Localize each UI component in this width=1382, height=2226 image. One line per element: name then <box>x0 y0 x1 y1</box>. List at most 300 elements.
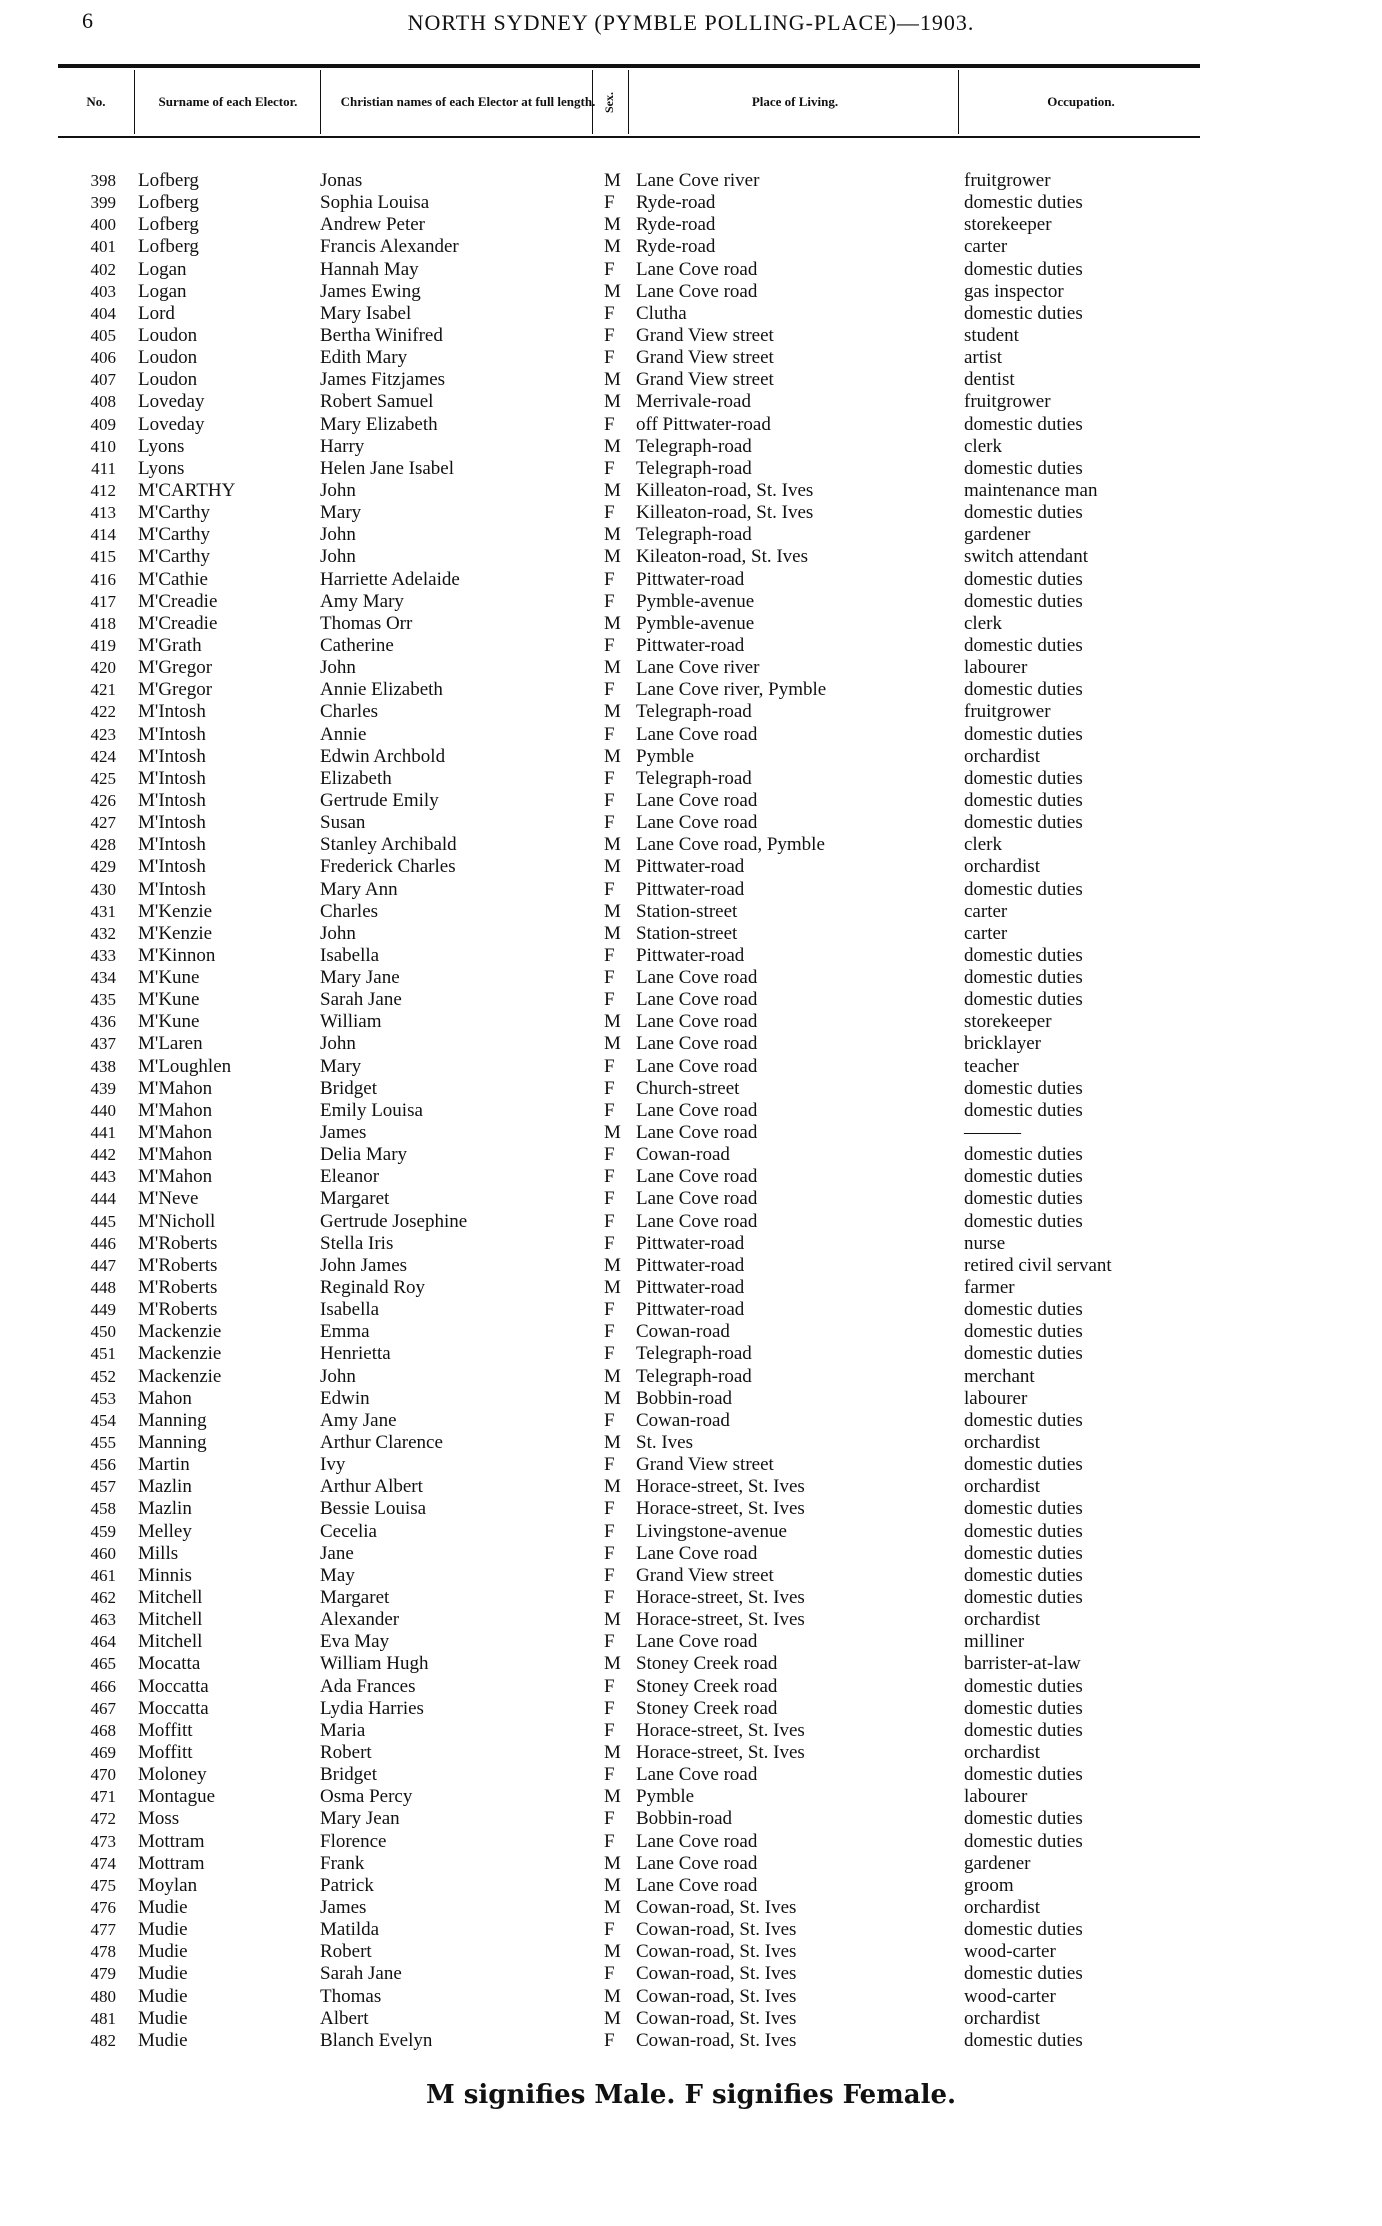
elector-number: 471 <box>90 1787 116 1807</box>
elector-sex: F <box>604 1299 615 1321</box>
elector-occupation: switch attendant <box>964 546 1088 568</box>
elector-place-of-living: Livingstone-avenue <box>636 1520 787 1542</box>
table-row <box>0 502 1382 524</box>
table-row <box>0 1366 1382 1388</box>
table-header-rule <box>58 136 1200 138</box>
elector-number: 439 <box>90 1078 116 1098</box>
elector-surname: Moccatta <box>138 1675 209 1697</box>
elector-occupation: domestic duties <box>964 1542 1083 1564</box>
elector-occupation: storekeeper <box>964 1011 1052 1033</box>
elector-sex: M <box>604 479 621 501</box>
elector-surname: Loveday <box>138 391 205 413</box>
elector-christian-names: Sophia Louisa <box>320 192 430 214</box>
elector-occupation: domestic duties <box>964 1166 1083 1188</box>
elector-sex: F <box>604 568 615 590</box>
elector-place-of-living: Stoney Creek road <box>636 1697 778 1719</box>
elector-surname: M'Kune <box>138 989 200 1011</box>
table-row <box>0 1343 1382 1365</box>
elector-place-of-living: Grand View street <box>636 1454 774 1476</box>
elector-number: 441 <box>90 1123 116 1143</box>
elector-surname: Mackenzie <box>138 1321 222 1343</box>
table-row <box>0 1919 1382 1941</box>
elector-christian-names: Alexander <box>320 1609 400 1631</box>
elector-place-of-living: Lane Cove road <box>636 989 758 1011</box>
elector-number: 419 <box>90 635 116 655</box>
elector-surname: Mudie <box>138 1985 188 2007</box>
elector-place-of-living: Lane Cove road <box>636 1210 758 1232</box>
elector-sex: M <box>604 1476 621 1498</box>
elector-occupation: domestic duties <box>964 789 1083 811</box>
elector-surname: M'Laren <box>138 1033 203 1055</box>
elector-occupation: dentist <box>964 369 1015 391</box>
elector-place-of-living: Horace-street, St. Ives <box>636 1476 805 1498</box>
elector-sex: M <box>604 1277 621 1299</box>
elector-place-of-living: Cowan-road <box>636 1409 730 1431</box>
elector-occupation: labourer <box>964 1786 1028 1808</box>
elector-surname: M'Carthy <box>138 502 211 524</box>
elector-place-of-living: Cowan-road <box>636 1321 730 1343</box>
elector-surname: M'Intosh <box>138 878 206 900</box>
elector-number: 423 <box>90 724 116 744</box>
table-row <box>0 2030 1382 2052</box>
table-row <box>0 724 1382 746</box>
elector-number: 414 <box>90 525 116 545</box>
elector-place-of-living: Cowan-road, St. Ives <box>636 1941 797 1963</box>
table-row <box>0 701 1382 723</box>
elector-sex: M <box>604 745 621 767</box>
elector-place-of-living: Pymble <box>636 745 695 767</box>
elector-occupation: storekeeper <box>964 214 1052 236</box>
elector-sex: F <box>604 502 615 524</box>
elector-sex: F <box>604 1520 615 1542</box>
elector-place-of-living: Pittwater-road <box>636 1277 745 1299</box>
elector-occupation: domestic duties <box>964 258 1083 280</box>
elector-christian-names: James <box>320 1896 367 1918</box>
elector-number: 404 <box>90 303 116 323</box>
elector-christian-names: John <box>320 524 356 546</box>
elector-christian-names: Robert <box>320 1741 372 1763</box>
elector-christian-names: Isabella <box>320 1299 380 1321</box>
elector-sex: F <box>604 1919 615 1941</box>
elector-number: 420 <box>90 658 116 678</box>
table-row <box>0 1808 1382 1830</box>
table-row <box>0 436 1382 458</box>
elector-surname: M'CARTHY <box>138 479 236 501</box>
elector-sex: M <box>604 834 621 856</box>
elector-number: 458 <box>90 1499 116 1519</box>
elector-number: 453 <box>90 1388 116 1408</box>
header-surname: Surname of each Elector. <box>158 94 298 109</box>
elector-surname: M'Gregor <box>138 679 213 701</box>
elector-place-of-living: Lane Cove road <box>636 1011 758 1033</box>
elector-sex: F <box>604 1830 615 1852</box>
elector-surname: Mitchell <box>138 1631 203 1653</box>
table-row <box>0 1565 1382 1587</box>
table-row <box>0 369 1382 391</box>
sex-legend: M signifies Male. F signifies Female. <box>425 2080 957 2110</box>
elector-christian-names: Florence <box>320 1830 387 1852</box>
elector-occupation: orchardist <box>964 2007 1040 2029</box>
elector-sex: M <box>604 701 621 723</box>
elector-number: 421 <box>90 680 116 700</box>
elector-surname: Mazlin <box>138 1498 192 1520</box>
elector-sex: F <box>604 1077 615 1099</box>
elector-christian-names: John <box>320 546 356 568</box>
elector-place-of-living: Lane Cove river, Pymble <box>636 679 827 701</box>
elector-number: 446 <box>90 1233 116 1253</box>
elector-number: 398 <box>90 171 116 190</box>
elector-number: 449 <box>90 1300 116 1320</box>
elector-place-of-living: Pittwater-road <box>636 1232 745 1254</box>
elector-sex: M <box>604 900 621 922</box>
elector-occupation: domestic duties <box>964 1675 1083 1697</box>
elector-place-of-living: Telegraph-road <box>636 701 752 723</box>
elector-christian-names: Francis Alexander <box>320 236 459 258</box>
elector-surname: M'Kune <box>138 967 200 989</box>
elector-sex: M <box>604 1852 621 1874</box>
table-row <box>0 1587 1382 1609</box>
table-row <box>0 768 1382 790</box>
elector-sex: M <box>604 1741 621 1763</box>
elector-occupation: groom <box>964 1874 1014 1896</box>
header-divider <box>320 70 321 134</box>
elector-place-of-living: Pittwater-road <box>636 856 745 878</box>
elector-surname: Mudie <box>138 1919 188 1941</box>
table-row <box>0 1521 1382 1543</box>
elector-occupation: carter <box>964 236 1008 258</box>
elector-christian-names: Thomas <box>320 1985 382 2007</box>
elector-sex: M <box>604 612 621 634</box>
elector-occupation: gardener <box>964 524 1031 546</box>
elector-surname: M'Intosh <box>138 723 206 745</box>
elector-place-of-living: Pittwater-road <box>636 634 745 656</box>
elector-place-of-living: Pymble-avenue <box>636 612 755 634</box>
table-header <box>58 70 1200 134</box>
elector-christian-names: Bridget <box>320 1077 377 1099</box>
elector-christian-names: Mary Jean <box>320 1808 400 1830</box>
elector-number: 442 <box>90 1145 116 1165</box>
elector-place-of-living: Grand View street <box>636 347 774 369</box>
elector-number: 451 <box>90 1344 116 1364</box>
elector-surname: Mahon <box>138 1387 192 1409</box>
elector-number: 410 <box>90 436 116 456</box>
elector-occupation: domestic duties <box>964 878 1083 900</box>
elector-number: 452 <box>90 1366 116 1386</box>
elector-surname: Mackenzie <box>138 1365 222 1387</box>
table-row <box>0 1166 1382 1188</box>
elector-occupation: domestic duties <box>964 1077 1083 1099</box>
elector-christian-names: Mary Jane <box>320 967 400 989</box>
elector-occupation: domestic duties <box>964 989 1083 1011</box>
elector-place-of-living: Clutha <box>636 302 687 324</box>
table-row <box>0 2008 1382 2030</box>
elector-christian-names: Charles <box>320 900 379 922</box>
elector-place-of-living: Horace-street, St. Ives <box>636 1609 805 1631</box>
header-place: Place of Living. <box>751 94 839 109</box>
table-row <box>0 391 1382 413</box>
elector-surname: M'Kenzie <box>138 922 213 944</box>
elector-occupation: fruitgrower <box>964 170 1051 191</box>
elector-place-of-living: Cowan-road <box>636 1144 730 1166</box>
table-row <box>0 657 1382 679</box>
elector-place-of-living: Bobbin-road <box>636 1808 733 1830</box>
elector-number: 427 <box>90 813 116 833</box>
elector-place-of-living: Pittwater-road <box>636 944 745 966</box>
table-row <box>0 989 1382 1011</box>
elector-surname: Loudon <box>138 324 198 346</box>
elector-sex: M <box>604 1254 621 1276</box>
elector-surname: M'Roberts <box>138 1277 218 1299</box>
elector-place-of-living: Lane Cove road <box>636 812 758 834</box>
elector-sex: F <box>604 1697 615 1719</box>
elector-occupation: domestic duties <box>964 723 1083 745</box>
elector-place-of-living: Telegraph-road <box>636 1343 752 1365</box>
elector-sex: M <box>604 214 621 236</box>
elector-occupation: fruitgrower <box>964 391 1051 413</box>
elector-place-of-living: Cowan-road, St. Ives <box>636 1919 797 1941</box>
elector-christian-names: Bessie Louisa <box>320 1498 427 1520</box>
elector-christian-names: Gertrude Josephine <box>320 1210 468 1232</box>
elector-sex: F <box>604 1188 615 1210</box>
elector-number: 457 <box>90 1477 116 1497</box>
elector-occupation: retired civil servant <box>964 1254 1112 1276</box>
elector-surname: M'Nicholl <box>138 1210 216 1232</box>
elector-christian-names: Sarah Jane <box>320 989 402 1011</box>
elector-surname: Mottram <box>138 1830 205 1852</box>
elector-occupation: clerk <box>964 612 1002 634</box>
elector-place-of-living: Lane Cove road <box>636 1033 758 1055</box>
elector-occupation: domestic duties <box>964 1321 1083 1343</box>
elector-christian-names: Mary <box>320 1055 362 1077</box>
elector-occupation: student <box>964 324 1019 346</box>
elector-occupation: orchardist <box>964 1741 1040 1763</box>
elector-christian-names: James Ewing <box>320 280 421 302</box>
elector-occupation: labourer <box>964 657 1028 679</box>
elector-occupation: domestic duties <box>964 812 1083 834</box>
elector-number: 447 <box>90 1255 116 1275</box>
elector-number: 448 <box>90 1278 116 1298</box>
elector-occupation: domestic duties <box>964 457 1083 479</box>
elector-occupation: clerk <box>964 435 1002 457</box>
elector-sex: F <box>604 1498 615 1520</box>
elector-sex: M <box>604 524 621 546</box>
elector-christian-names: Ivy <box>320 1454 346 1476</box>
table-row <box>0 790 1382 812</box>
elector-surname: Loveday <box>138 413 205 435</box>
header-divider <box>628 70 629 134</box>
elector-occupation: barrister-at-law <box>964 1653 1081 1675</box>
header-no: No. <box>86 94 106 109</box>
elector-number: 475 <box>90 1875 116 1895</box>
elector-number: 476 <box>90 1897 116 1917</box>
table-row <box>0 967 1382 989</box>
elector-sex: F <box>604 944 615 966</box>
elector-number: 426 <box>90 790 116 810</box>
elector-occupation: domestic duties <box>964 2029 1083 2051</box>
elector-surname: M'Roberts <box>138 1299 218 1321</box>
elector-number: 429 <box>90 857 116 877</box>
elector-place-of-living: Cowan-road, St. Ives <box>636 2007 797 2029</box>
elector-number: 473 <box>90 1831 116 1851</box>
table-row <box>0 1786 1382 1808</box>
elector-occupation: domestic duties <box>964 767 1083 789</box>
elector-christian-names: Arthur Albert <box>320 1476 423 1498</box>
elector-place-of-living: Merrivale-road <box>636 391 751 413</box>
elector-surname: Lofberg <box>138 192 199 214</box>
elector-number: 417 <box>90 591 116 611</box>
elector-occupation: domestic duties <box>964 1210 1083 1232</box>
elector-place-of-living: Cowan-road, St. Ives <box>636 1985 797 2007</box>
elector-place-of-living: Horace-street, St. Ives <box>636 1719 805 1741</box>
table-row <box>0 1498 1382 1520</box>
header-christian: Christian names of each Elector at full length. <box>340 94 596 109</box>
elector-place-of-living: Cowan-road, St. Ives <box>636 1896 797 1918</box>
elector-place-of-living: Telegraph-road <box>636 524 752 546</box>
elector-place-of-living: Church-street <box>636 1077 740 1099</box>
table-row <box>0 170 1382 192</box>
elector-sex: F <box>604 1144 615 1166</box>
elector-number: 409 <box>90 414 116 434</box>
elector-christian-names: Bertha Winifred <box>320 324 443 346</box>
elector-sex: F <box>604 878 615 900</box>
table-row <box>0 1941 1382 1963</box>
elector-sex: F <box>604 1099 615 1121</box>
elector-place-of-living: Horace-street, St. Ives <box>636 1587 805 1608</box>
elector-christian-names: John <box>320 922 356 944</box>
elector-number: 454 <box>90 1410 116 1430</box>
elector-place-of-living: Lane Cove road <box>636 1830 758 1852</box>
elector-surname: M'Mahon <box>138 1144 213 1166</box>
elector-number: 415 <box>90 547 116 567</box>
elector-christian-names: Andrew Peter <box>320 214 425 236</box>
elector-place-of-living: Lane Cove road <box>636 1542 758 1564</box>
elector-surname: M'Mahon <box>138 1077 213 1099</box>
table-row <box>0 1410 1382 1432</box>
elector-christian-names: Blanch Evelyn <box>320 2029 433 2051</box>
elector-surname: Moffitt <box>138 1719 193 1741</box>
elector-place-of-living: Lane Cove road <box>636 1874 758 1896</box>
elector-occupation: domestic duties <box>964 1564 1083 1586</box>
elector-surname: Loudon <box>138 369 198 391</box>
elector-occupation: domestic duties <box>964 502 1083 524</box>
elector-sex: F <box>604 1409 615 1431</box>
table-row <box>0 679 1382 701</box>
elector-surname: M'Carthy <box>138 524 211 546</box>
elector-surname: M'Intosh <box>138 834 206 856</box>
elector-occupation: domestic duties <box>964 1498 1083 1520</box>
elector-number: 463 <box>90 1610 116 1630</box>
elector-christian-names: Annie Elizabeth <box>320 679 443 701</box>
elector-place-of-living: Horace-street, St. Ives <box>636 1741 805 1763</box>
elector-number: 462 <box>90 1588 116 1607</box>
elector-sex: F <box>604 789 615 811</box>
table-row <box>0 746 1382 768</box>
page-title: NORTH SYDNEY (PYMBLE POLLING-PLACE)—1903. <box>407 10 975 35</box>
elector-sex: F <box>604 989 615 1011</box>
elector-surname: Lord <box>138 302 175 324</box>
elector-christian-names: Arthur Clarence <box>320 1432 443 1454</box>
elector-christian-names: Maria <box>320 1719 366 1741</box>
elector-christian-names: Helen Jane Isabel <box>320 457 454 479</box>
table-row <box>0 834 1382 856</box>
elector-surname: Mackenzie <box>138 1343 222 1365</box>
elector-number: 432 <box>90 923 116 943</box>
table-row <box>0 325 1382 347</box>
table-top-rule <box>58 64 1200 68</box>
elector-surname: M'Loughlen <box>138 1055 232 1077</box>
elector-place-of-living: Telegraph-road <box>636 1365 752 1387</box>
elector-sex: F <box>604 1719 615 1741</box>
table-row <box>0 236 1382 258</box>
elector-number: 437 <box>90 1034 116 1054</box>
elector-number: 418 <box>90 613 116 633</box>
elector-christian-names: Stanley Archibald <box>320 834 457 856</box>
table-row <box>0 901 1382 923</box>
elector-number: 436 <box>90 1012 116 1032</box>
table-row <box>0 1853 1382 1875</box>
elector-sex: F <box>604 723 615 745</box>
elector-number: 474 <box>90 1853 116 1873</box>
table-row <box>0 635 1382 657</box>
elector-surname: M'Creadie <box>138 612 218 634</box>
elector-sex: M <box>604 1941 621 1963</box>
elector-christian-names: Catherine <box>320 634 394 656</box>
table-row <box>0 1831 1382 1853</box>
elector-christian-names: Margaret <box>320 1587 390 1608</box>
elector-number: 469 <box>90 1742 116 1762</box>
elector-sex: M <box>604 1365 621 1387</box>
elector-place-of-living: Station-street <box>636 900 738 922</box>
elector-sex: F <box>604 1963 615 1985</box>
elector-occupation: merchant <box>964 1365 1035 1387</box>
elector-christian-names: Frederick Charles <box>320 856 456 878</box>
elector-number: 443 <box>90 1167 116 1187</box>
elector-place-of-living: off Pittwater-road <box>636 413 771 435</box>
table-row <box>0 214 1382 236</box>
elector-christian-names: Robert <box>320 1941 372 1963</box>
elector-place-of-living: Lane Cove road <box>636 1099 758 1121</box>
elector-christian-names: Reginald Roy <box>320 1277 426 1299</box>
elector-christian-names: Eleanor <box>320 1166 380 1188</box>
elector-christian-names: Jane <box>320 1542 354 1564</box>
elector-surname: Manning <box>138 1432 207 1454</box>
elector-surname: Mitchell <box>138 1609 203 1631</box>
header-sex: Sex. <box>602 91 616 113</box>
elector-occupation: wood-carter <box>964 1985 1056 2007</box>
elector-occupation: domestic duties <box>964 1830 1083 1852</box>
elector-place-of-living: Telegraph-road <box>636 435 752 457</box>
elector-christian-names: Frank <box>320 1852 365 1874</box>
elector-place-of-living: Grand View street <box>636 1564 774 1586</box>
elector-sex: M <box>604 1985 621 2007</box>
elector-surname: Mudie <box>138 1941 188 1963</box>
table-row <box>0 1720 1382 1742</box>
table-row <box>0 1764 1382 1786</box>
elector-place-of-living: Lane Cove road <box>636 1188 758 1210</box>
elector-sex: F <box>604 1232 615 1254</box>
table-row <box>0 1631 1382 1653</box>
elector-christian-names: Amy Mary <box>320 590 404 612</box>
elector-sex: M <box>604 1896 621 1918</box>
elector-number: 459 <box>90 1521 116 1541</box>
elector-occupation: domestic duties <box>964 1719 1083 1741</box>
elector-occupation: orchardist <box>964 1609 1040 1631</box>
elector-sex: F <box>604 634 615 656</box>
elector-sex: F <box>604 1321 615 1343</box>
table-row <box>0 1033 1382 1055</box>
elector-sex: F <box>604 590 615 612</box>
elector-place-of-living: Pittwater-road <box>636 1254 745 1276</box>
